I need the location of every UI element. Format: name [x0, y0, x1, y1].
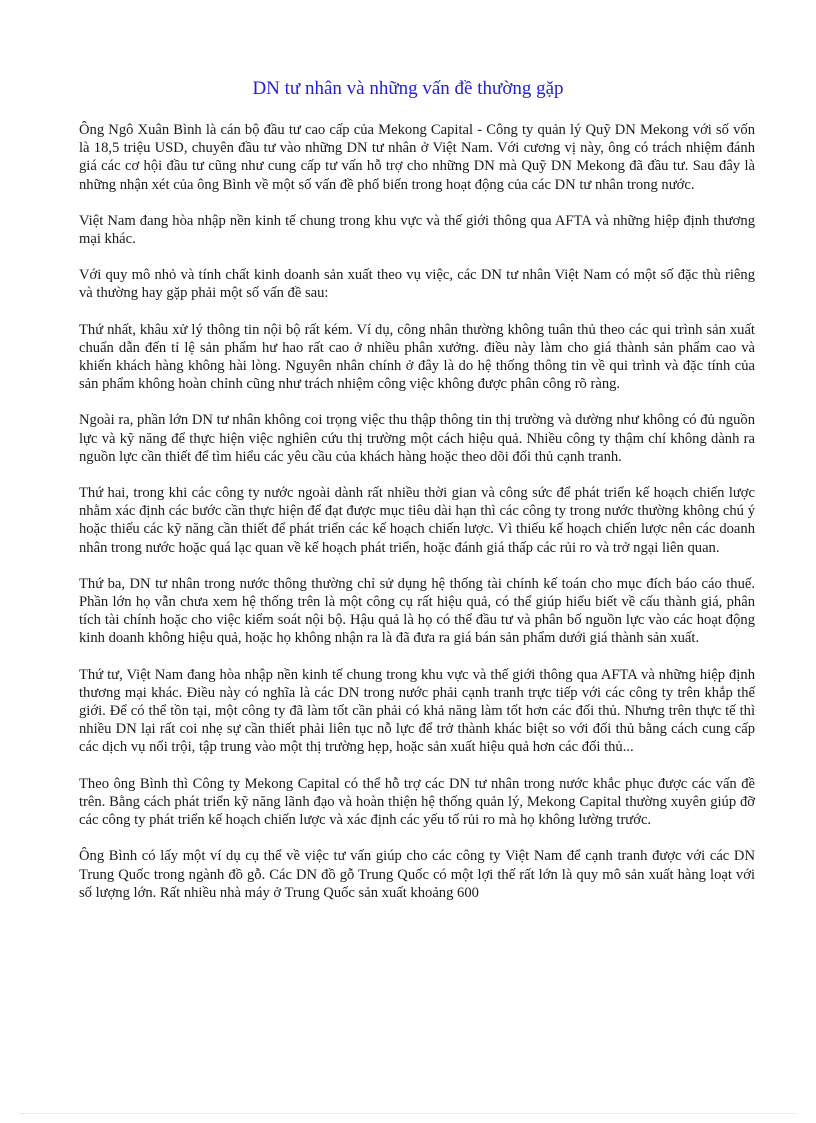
- paragraph-characteristics: Với quy mô nhỏ và tính chất kinh doanh sản xuất theo vụ việc, các DN tư nhân Việt Nam có một số đặc thù riêng và thường hay gặp phải một số vấn đề sau:: [79, 267, 755, 302]
- paragraph-second-issue: Thứ hai, trong khi các công ty nước ngoài dành rất nhiều thời gian và công sức để phát triển kế hoạch chiến lược nhằm xác định các bước cần thực hiện để đạt được mục tiêu dài hạn thì các công ty trong nước thường không chú ý hoặc thiếu các kỹ năng cần thiết để phát triển các kế hoạch chiến lược. Vì thiếu kế hoạch chiến lược nên các doanh nhân trong nước hoặc quá lạc quan về kế hoạch phát triển, hoặc đánh giá thấp các rủi ro và trở ngại liên quan.: [79, 485, 755, 556]
- document-title: DN tư nhân và những vấn đề thường gặp: [252, 78, 564, 99]
- paragraph-integration: Việt Nam đang hòa nhập nền kinh tế chung trong khu vực và thế giới thông qua AFTA và những hiệp định thương mại khác.: [79, 212, 755, 248]
- document-body: [79, 121, 755, 902]
- paragraph-market-info: Ngoài ra, phần lớn DN tư nhân không coi trọng việc thu thập thông tin thị trường và dường như không có đủ nguồn lực và kỹ năng để thực hiện việc nghiên cứu thị trường một cách hiệu quả. Nhiều công ty thậm chí không dành ra nguồn lực cần thiết để tìm hiểu các yêu cầu của khách hàng hoặc theo dõi đối thủ cạnh tranh.: [79, 412, 755, 465]
- paragraph-fourth-issue: Thứ tư, Việt Nam đang hòa nhập nền kinh tế chung trong khu vực và thế giới thông qua AFTA và những hiệp định thương mại khác. Điều này có nghĩa là các DN trong nước phải cạnh tranh trực tiếp với các công ty trên khắp thế giới. Để có thể tồn tại, một công ty đã làm tốt cần phải có khả năng làm tốt hơn các đối thủ. Nhưng trên thực tế thì nhiều DN lại rất coi nhẹ sự cần thiết phải liên tục nỗ lực để trở thành khác biệt so với đối thủ bằng cách cung cấp các dịch vụ nổi trội, tập trung vào một thị trường hẹp, hoặc sản xuất hiệu quả hơn các đối thủ...: [79, 666, 755, 756]
- page-bottom-divider: [20, 1113, 796, 1114]
- paragraph-first-issue: Thứ nhất, khâu xử lý thông tin nội bộ rất kém. Ví dụ, công nhân thường không tuân thủ theo các qui trình sản xuất chuẩn dẫn đến tỉ lệ sản phẩm hư hao rất cao ở nhiều phân xưởng. điều này làm cho giá thành sản phẩm cao và khiến khách hàng không hài lòng. Nguyên nhân chính ở đây là do hệ thống thông tin về qui trình và đặc tính của sản phẩm không hoàn chỉnh cũng như trách nhiệm công việc không được phân công rõ ràng.: [79, 321, 755, 393]
- paragraph-mekong-support: Theo ông Bình thì Công ty Mekong Capital có thể hỗ trợ các DN tư nhân trong nước khắc phục được các vấn đề trên. Bằng cách phát triển kỹ năng lãnh đạo và hoàn thiện hệ thống quản lý, Mekong Capital thường xuyên giúp đỡ các công ty phát triển kế hoạch chiến lược và xác định các yếu tố rủi ro mà họ không lường trước.: [79, 775, 755, 829]
- paragraph-intro: Ông Ngô Xuân Bình là cán bộ đầu tư cao cấp của Mekong Capital - Công ty quản lý Quỹ DN Mekong với số vốn là 18,5 triệu USD, chuyên đầu tư vào những DN tư nhân ở Việt Nam. Với cương vị này, ông có trách nhiệm đánh giá các cơ hội đầu tư cũng như cung cấp tư vấn hỗ trợ cho những DN mà Quỹ DN Mekong đã đầu tư. Sau đây là những nhận xét của ông Bình về một số vấn đề phổ biến trong hoạt động của các DN tư nhân trong nước.: [79, 122, 755, 193]
- paragraph-third-issue: Thứ ba, DN tư nhân trong nước thông thường chỉ sử dụng hệ thống tài chính kế toán cho mục đích báo cáo thuế. Phần lớn họ vẫn chưa xem hệ thống trên là một công cụ rất hiệu quả, có thể giúp hiểu biết về cấu thành giá, phân tích tài chính hoặc cho việc kiểm soát nội bộ. Hậu quả là họ có thể đầu tư và phân bố nguồn lực vào các hoạt động kinh doanh không hiệu quả, hoặc họ không nhận ra là đã đưa ra giá bán sản phẩm dưới giá thành sản xuất.: [79, 575, 755, 647]
- paragraph-example: Ông Bình có lấy một ví dụ cụ thể về việc tư vấn giúp cho các công ty Việt Nam để cạnh tranh được với các DN Trung Quốc trong ngành đồ gỗ. Các DN đồ gỗ Trung Quốc có một lợi thế rất lớn là quy mô sản xuất hàng loạt với số lượng lớn. Rất nhiều nhà máy ở Trung Quốc sản xuất khoảng 600: [79, 848, 755, 901]
